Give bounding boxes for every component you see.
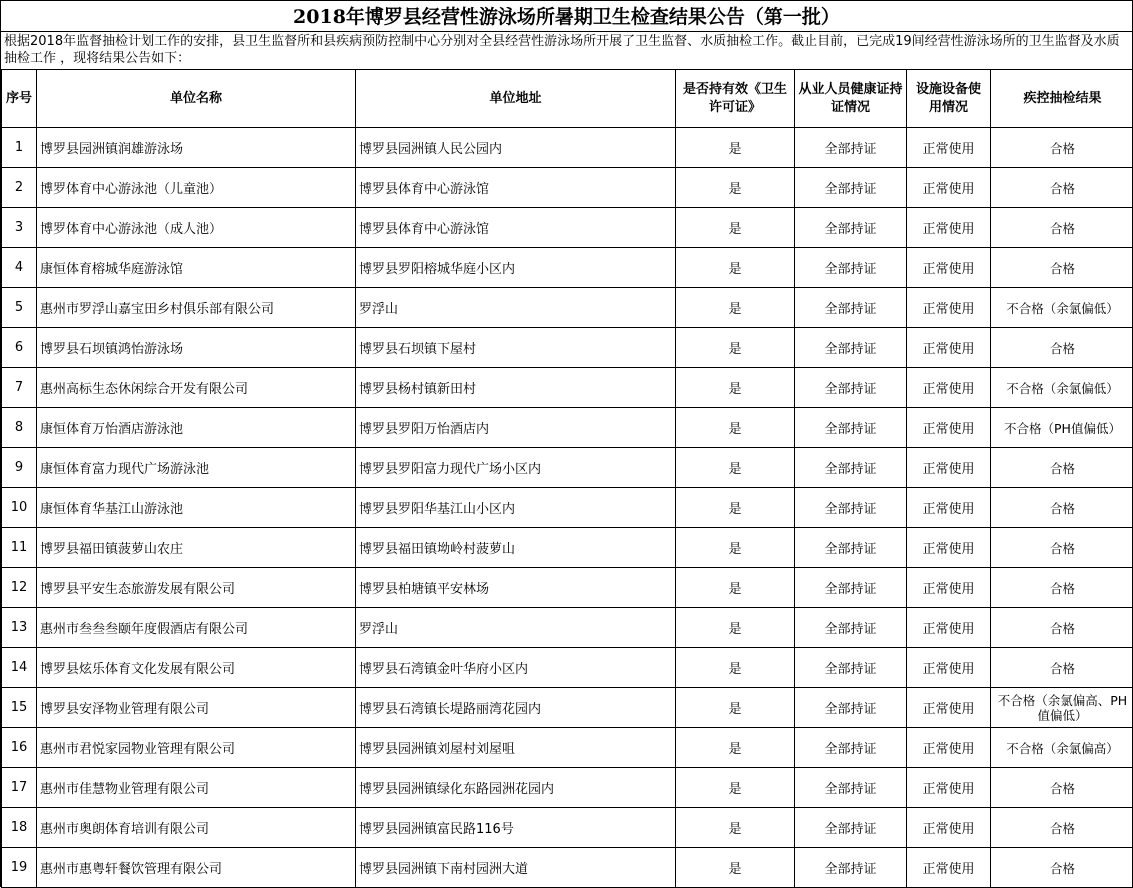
row-number: 7 [2, 368, 37, 408]
facility-cell: 正常使用 [907, 488, 991, 528]
unit-name-cell: 康恒体育万怡酒店游泳池 [37, 408, 356, 448]
table-row [2, 728, 1133, 768]
result-cell: 不合格（余氯偏低） [991, 288, 1133, 328]
unit-name-cell: 惠州市罗浮山嘉宝田乡村俱乐部有限公司 [37, 288, 356, 328]
facility-cell: 正常使用 [907, 648, 991, 688]
header-license: 是否持有效《卫生许可证》 [676, 70, 795, 128]
table-row [2, 768, 1133, 808]
unit-address-cell: 博罗县石湾镇金叶华府小区内 [356, 648, 676, 688]
unit-address-cell: 罗浮山 [356, 288, 676, 328]
row-number: 6 [2, 328, 37, 368]
result-cell: 不合格（余氯偏低） [991, 368, 1133, 408]
facility-cell: 正常使用 [907, 208, 991, 248]
header-name: 单位名称 [37, 70, 356, 128]
license-cell: 是 [676, 488, 795, 528]
health-cert-cell: 全部持证 [795, 808, 907, 848]
unit-address-cell: 博罗县杨村镇新田村 [356, 368, 676, 408]
unit-name-cell: 博罗县安泽物业管理有限公司 [37, 688, 356, 728]
table-row [2, 688, 1133, 728]
health-cert-cell: 全部持证 [795, 848, 907, 888]
facility-cell: 正常使用 [907, 528, 991, 568]
result-cell: 合格 [991, 168, 1133, 208]
license-cell: 是 [676, 608, 795, 648]
unit-address-cell: 博罗县园洲镇绿化东路园洲花园内 [356, 768, 676, 808]
row-number: 1 [2, 128, 37, 168]
unit-address-cell: 博罗县罗阳榕城华庭小区内 [356, 248, 676, 288]
result-cell: 合格 [991, 608, 1133, 648]
intro-paragraph: 根据2018年监督抽检计划工作的安排，县卫生监督所和县疾病预防控制中心分别对全县经营性游泳场所开展了卫生监督、水质抽检工作。截止目前，已完成19间经营性游泳场所的卫生监督及水质抽检工作 ，现将结果公告如下： [1, 32, 1132, 69]
result-cell: 不合格（余氯偏高、PH值偏低） [991, 688, 1133, 728]
header-result: 疾控抽检结果 [991, 70, 1133, 128]
table-row [2, 448, 1133, 488]
health-cert-cell: 全部持证 [795, 608, 907, 648]
unit-name-cell: 博罗县园洲镇润雄游泳场 [37, 128, 356, 168]
row-number: 10 [2, 488, 37, 528]
unit-address-cell: 博罗县罗阳华基江山小区内 [356, 488, 676, 528]
health-cert-cell: 全部持证 [795, 648, 907, 688]
license-cell: 是 [676, 328, 795, 368]
unit-address-cell: 博罗县柏塘镇平安林场 [356, 568, 676, 608]
license-cell: 是 [676, 728, 795, 768]
row-number: 12 [2, 568, 37, 608]
facility-cell: 正常使用 [907, 288, 991, 328]
health-cert-cell: 全部持证 [795, 448, 907, 488]
license-cell: 是 [676, 528, 795, 568]
license-cell: 是 [676, 168, 795, 208]
result-cell: 合格 [991, 208, 1133, 248]
facility-cell: 正常使用 [907, 728, 991, 768]
result-cell: 合格 [991, 328, 1133, 368]
license-cell: 是 [676, 288, 795, 328]
row-number: 17 [2, 768, 37, 808]
unit-name-cell: 康恒体育富力现代广场游泳池 [37, 448, 356, 488]
unit-name-cell: 博罗县福田镇菠萝山农庄 [37, 528, 356, 568]
unit-name-cell: 博罗县平安生态旅游发展有限公司 [37, 568, 356, 608]
table-row [2, 288, 1133, 328]
row-number: 16 [2, 728, 37, 768]
facility-cell: 正常使用 [907, 128, 991, 168]
unit-name-cell: 博罗县石坝镇鸿怡游泳场 [37, 328, 356, 368]
facility-cell: 正常使用 [907, 608, 991, 648]
unit-address-cell: 博罗县福田镇坳岭村菠萝山 [356, 528, 676, 568]
unit-address-cell: 博罗县园洲镇刘屋村刘屋咀 [356, 728, 676, 768]
license-cell: 是 [676, 128, 795, 168]
facility-cell: 正常使用 [907, 808, 991, 848]
facility-cell: 正常使用 [907, 568, 991, 608]
health-cert-cell: 全部持证 [795, 728, 907, 768]
facility-cell: 正常使用 [907, 368, 991, 408]
unit-address-cell: 罗浮山 [356, 608, 676, 648]
unit-address-cell: 博罗县石湾镇长堤路丽湾花园内 [356, 688, 676, 728]
license-cell: 是 [676, 208, 795, 248]
health-cert-cell: 全部持证 [795, 288, 907, 328]
table-row [2, 648, 1133, 688]
unit-name-cell: 博罗体育中心游泳池（成人池） [37, 208, 356, 248]
result-cell: 合格 [991, 488, 1133, 528]
unit-name-cell: 惠州市惠粤轩餐饮管理有限公司 [37, 848, 356, 888]
unit-address-cell: 博罗县体育中心游泳馆 [356, 168, 676, 208]
facility-cell: 正常使用 [907, 328, 991, 368]
header-health-cert: 从业人员健康证持证情况 [795, 70, 907, 128]
unit-address-cell: 博罗县罗阳富力现代广场小区内 [356, 448, 676, 488]
license-cell: 是 [676, 248, 795, 288]
unit-address-cell: 博罗县石坝镇下屋村 [356, 328, 676, 368]
table-row [2, 208, 1133, 248]
row-number: 9 [2, 448, 37, 488]
license-cell: 是 [676, 808, 795, 848]
table-row [2, 328, 1133, 368]
license-cell: 是 [676, 688, 795, 728]
health-cert-cell: 全部持证 [795, 248, 907, 288]
header-facility: 设施设备使用情况 [907, 70, 991, 128]
row-number: 18 [2, 808, 37, 848]
table-row [2, 488, 1133, 528]
unit-name-cell: 博罗县炫乐体育文化发展有限公司 [37, 648, 356, 688]
result-cell: 不合格（PH值偏低） [991, 408, 1133, 448]
facility-cell: 正常使用 [907, 448, 991, 488]
license-cell: 是 [676, 768, 795, 808]
row-number: 11 [2, 528, 37, 568]
result-cell: 合格 [991, 568, 1133, 608]
unit-name-cell: 惠州市君悦家园物业管理有限公司 [37, 728, 356, 768]
license-cell: 是 [676, 568, 795, 608]
table-row [2, 248, 1133, 288]
table-row [2, 368, 1133, 408]
facility-cell: 正常使用 [907, 248, 991, 288]
license-cell: 是 [676, 368, 795, 408]
health-cert-cell: 全部持证 [795, 368, 907, 408]
table-row [2, 128, 1133, 168]
row-number: 13 [2, 608, 37, 648]
row-number: 8 [2, 408, 37, 448]
unit-name-cell: 惠州市奥朗体育培训有限公司 [37, 808, 356, 848]
health-cert-cell: 全部持证 [795, 408, 907, 448]
result-cell: 合格 [991, 648, 1133, 688]
health-cert-cell: 全部持证 [795, 688, 907, 728]
result-cell: 合格 [991, 248, 1133, 288]
row-number: 4 [2, 248, 37, 288]
license-cell: 是 [676, 448, 795, 488]
health-cert-cell: 全部持证 [795, 568, 907, 608]
health-cert-cell: 全部持证 [795, 168, 907, 208]
license-cell: 是 [676, 648, 795, 688]
row-number: 2 [2, 168, 37, 208]
table-row [2, 528, 1133, 568]
table-row [2, 608, 1133, 648]
result-cell: 合格 [991, 528, 1133, 568]
unit-address-cell: 博罗县园洲镇富民路116号 [356, 808, 676, 848]
table-row [2, 808, 1133, 848]
table-row [2, 408, 1133, 448]
table-body [2, 128, 1133, 888]
health-cert-cell: 全部持证 [795, 208, 907, 248]
health-cert-cell: 全部持证 [795, 528, 907, 568]
table-row [2, 848, 1133, 888]
health-cert-cell: 全部持证 [795, 328, 907, 368]
unit-name-cell: 惠州市叁叁叁颐年度假酒店有限公司 [37, 608, 356, 648]
results-table [1, 69, 1133, 888]
table-header-row [2, 70, 1133, 128]
facility-cell: 正常使用 [907, 848, 991, 888]
row-number: 3 [2, 208, 37, 248]
result-cell: 合格 [991, 128, 1133, 168]
facility-cell: 正常使用 [907, 408, 991, 448]
facility-cell: 正常使用 [907, 768, 991, 808]
unit-address-cell: 博罗县园洲镇下南村园洲大道 [356, 848, 676, 888]
facility-cell: 正常使用 [907, 688, 991, 728]
result-cell: 不合格（余氯偏高） [991, 728, 1133, 768]
header-address: 单位地址 [356, 70, 676, 128]
health-cert-cell: 全部持证 [795, 128, 907, 168]
result-cell: 合格 [991, 448, 1133, 488]
license-cell: 是 [676, 408, 795, 448]
row-number: 14 [2, 648, 37, 688]
table-row [2, 168, 1133, 208]
page-title: 2018年博罗县经营性游泳场所暑期卫生检查结果公告（第一批） [1, 0, 1132, 32]
unit-name-cell: 康恒体育榕城华庭游泳馆 [37, 248, 356, 288]
unit-address-cell: 博罗县体育中心游泳馆 [356, 208, 676, 248]
unit-name-cell: 博罗体育中心游泳池（儿童池） [37, 168, 356, 208]
result-cell: 合格 [991, 848, 1133, 888]
unit-address-cell: 博罗县罗阳万怡酒店内 [356, 408, 676, 448]
result-cell: 合格 [991, 808, 1133, 848]
unit-name-cell: 康恒体育华基江山游泳池 [37, 488, 356, 528]
table-row [2, 568, 1133, 608]
unit-name-cell: 惠州市佳慧物业管理有限公司 [37, 768, 356, 808]
unit-address-cell: 博罗县园洲镇人民公园内 [356, 128, 676, 168]
unit-name-cell: 惠州高标生态休闲综合开发有限公司 [37, 368, 356, 408]
facility-cell: 正常使用 [907, 168, 991, 208]
health-cert-cell: 全部持证 [795, 488, 907, 528]
health-cert-cell: 全部持证 [795, 768, 907, 808]
row-number: 15 [2, 688, 37, 728]
result-cell: 合格 [991, 768, 1133, 808]
license-cell: 是 [676, 848, 795, 888]
header-no: 序号 [2, 70, 37, 128]
row-number: 5 [2, 288, 37, 328]
row-number: 19 [2, 848, 37, 888]
